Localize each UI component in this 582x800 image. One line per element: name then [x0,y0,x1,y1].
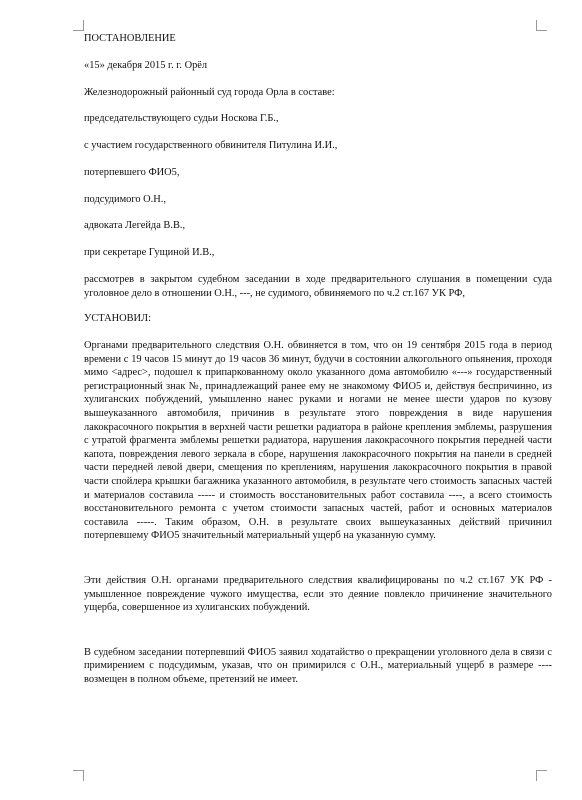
established-heading: УСТАНОВИЛ: [84,313,151,325]
lawyer-line: адвоката Легейда В.В., [84,220,186,232]
document-page[interactable] [84,32,552,686]
page-corner-mark-bottom-right [536,770,547,781]
page-corner-mark-top-left [73,20,84,31]
qualification-paragraph: Эти действия О.Н. органами предварительного следствия квалифицированы по ч.2 ст.167 УК РФ - умышленное повреждение чужого имущества, если это деяние повлекло причинение значительного ущерба, совершенное из хулиганских побуждений. [84,574,552,614]
judge-line: председательствующего судьи Носкова Г.Б., [84,113,279,125]
considered-paragraph: рассмотрев в закрытом судебном заседании в ходе предварительного слушания в помещении суда уголовное дело в отношении О.Н., ---, не судимого, обвиняемого по ч.2 ст.167 УК РФ, [84,274,552,299]
prosecutor-line: с участием государственного обвинителя Питулина И.И., [84,140,338,152]
motion-paragraph: В судебном заседании потерпевший ФИО5 заявил ходатайство о прекращении уголовного дела в связи с примирением с подсудимым, указав, что он примирился с О.Н., материальный ущерб в размере ---- возмещен в полном объеме, претензий не имеет. [84,646,552,685]
page-corner-mark-bottom-left [73,770,84,781]
date-place: «15» декабря 2015 г. г. Орёл [84,59,208,71]
victim-line: потерпевшего ФИО5, [84,166,180,178]
page-corner-mark-top-right [536,20,547,31]
secretary-line: при секретаре Гущиной И.В., [84,247,215,259]
charge-paragraph: Органами предварительного следствия О.Н. обвиняется в том, что он 19 сентября 2015 года в период времени с 19 часов 15 минут до 19 часов 36 минут, будучи в состоянии алкогольного опьянения, проходя мимо <адрес>, подошел к припаркованному около указанного дома автомобилю «---» государственный регистрационный знак №, принадлежащий ранее ему не знакомому ФИО5 и, действуя беспричинно, из хулиганских побуждений, умышленно нанес руками и ногами не менее шести ударов по кузову вышеуказанного автомобиля, причинив в результате этого повреждения в виде нарушения лакокрасочного покрытия в верхней части решетки радиатора в районе крепления эмблемы, разрушения с утратой фрагмента эмблемы решетки радиатора, нарушения лакокрасочного покрытия передней части капота, повреждения левого зеркала в сборе, нарушения лакокрасочного покрытия на панели в средней части передней левой двери, смещения по креплениям, нарушения лакокрасочного покрытия в правой части спойлера крышки багажника указанного автомобиля, в результате чего стоимость запасных частей и материалов составила ----- и стоимость восстановительных работ составила ----, а всего стоимость восстановительного ремонта с учетом стоимости запасных частей, работ и основных материалов составила -----. Таким образом, О.Н. в результате своих вышеуказанных действий причинил потерпевшему ФИО5 значительный материальный ущерб на указанную сумму. [84,340,552,542]
defendant-line: подсудимого О.Н., [84,193,166,205]
document-title: ПОСТАНОВЛЕНИЕ [84,33,176,44]
court-composition: Железнодорожный районный суд города Орла в составе: [84,86,335,98]
